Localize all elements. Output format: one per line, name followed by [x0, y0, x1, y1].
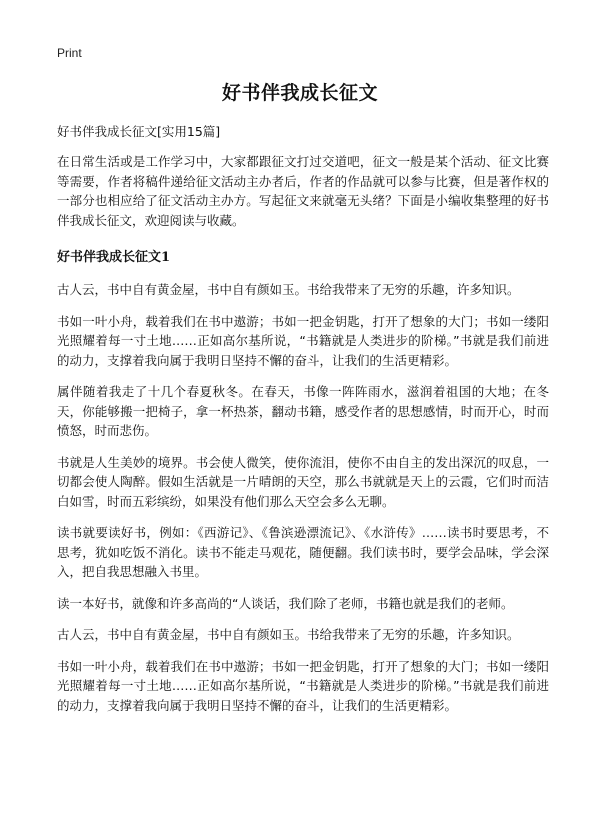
paragraph: 书就是人生美妙的境界。书会使人微笑，使你流泪，使你不由自主的发出深沉的叹息，一切都会使人陶醉。假如生活就是一片晴朗的天空，那么书就就是天上的云霞，它们时而洁白如雪，时而五彩缤纷，如果没有他们那么天空会多么无聊。: [57, 454, 549, 509]
paragraph: 属伴随着我走了十几个春夏秋冬。在春天，书像一阵阵雨水，滋润着祖国的大地；在冬天，你能够搬一把椅子，拿一杯热茶，翻动书籍，感受作者的思想感情，时而开心，时而愤怒，时而悲伤。: [57, 384, 549, 438]
paragraph: 读一本好书，就像和许多高尚的“人谈话，我们除了老师，书籍也就是我们的老师。: [57, 595, 514, 611]
paragraph: 书如一叶小舟，载着我们在书中遨游；书如一把金钥匙，打开了想象的大门；书如一缕阳光照耀着每一寸土地……正如高尔基所说，“书籍就是人类进步的阶梯。”书就是我们前进的动力，支撑着我向属于我明日坚持不懈的奋斗，让我们的生活更精彩。: [57, 658, 549, 713]
paragraph: 古人云，书中自有黄金屋，书中自有颜如玉。书给我带来了无穷的乐趣，许多知识。: [57, 627, 520, 642]
article-subtitle: 好书伴我成长征文[实用15篇]: [57, 124, 221, 139]
paragraph: 读书就要读好书，例如：《西游记》、《鲁滨逊漂流记》、《水浒传》……读书时要思考，不思考，犹如吃饭不消化。读书不能走马观花，随便翻。我们读书时，要学会品味，学会深入，把自我思想融入书里。: [57, 525, 549, 579]
print-link[interactable]: Print: [57, 46, 82, 60]
section-heading: 好书伴我成长征文1: [57, 250, 171, 265]
paragraph: 书如一叶小舟，载着我们在书中遨游；书如一把金钥匙，打开了想象的大门；书如一缕阳光照耀着每一寸土地……正如高尔基所说，“书籍就是人类进步的阶梯。”书就是我们前进的动力，支撑着我向属于我明日坚持不懈的奋斗，让我们的生活更精彩。: [57, 313, 549, 368]
page-title: 好书伴我成长征文: [221, 82, 378, 104]
article-body: [57, 122, 549, 727]
intro-paragraph: 在日常生活或是工作学习中，大家都跟征文打过交道吧，征文一般是某个活动、征文比赛等需要，作者将稿件递给征文活动主办者后，作者的作品就可以参与比赛，但是著作权的一部分也相应给了征文活动主办方。写起征文来就毫无头绪？下面是小编收集整理的好书伴我成长征文，欢迎阅读与收藏。: [57, 154, 549, 228]
paragraph: 古人云，书中自有黄金屋，书中自有颜如玉。书给我带来了无穷的乐趣，许多知识。: [57, 282, 520, 297]
